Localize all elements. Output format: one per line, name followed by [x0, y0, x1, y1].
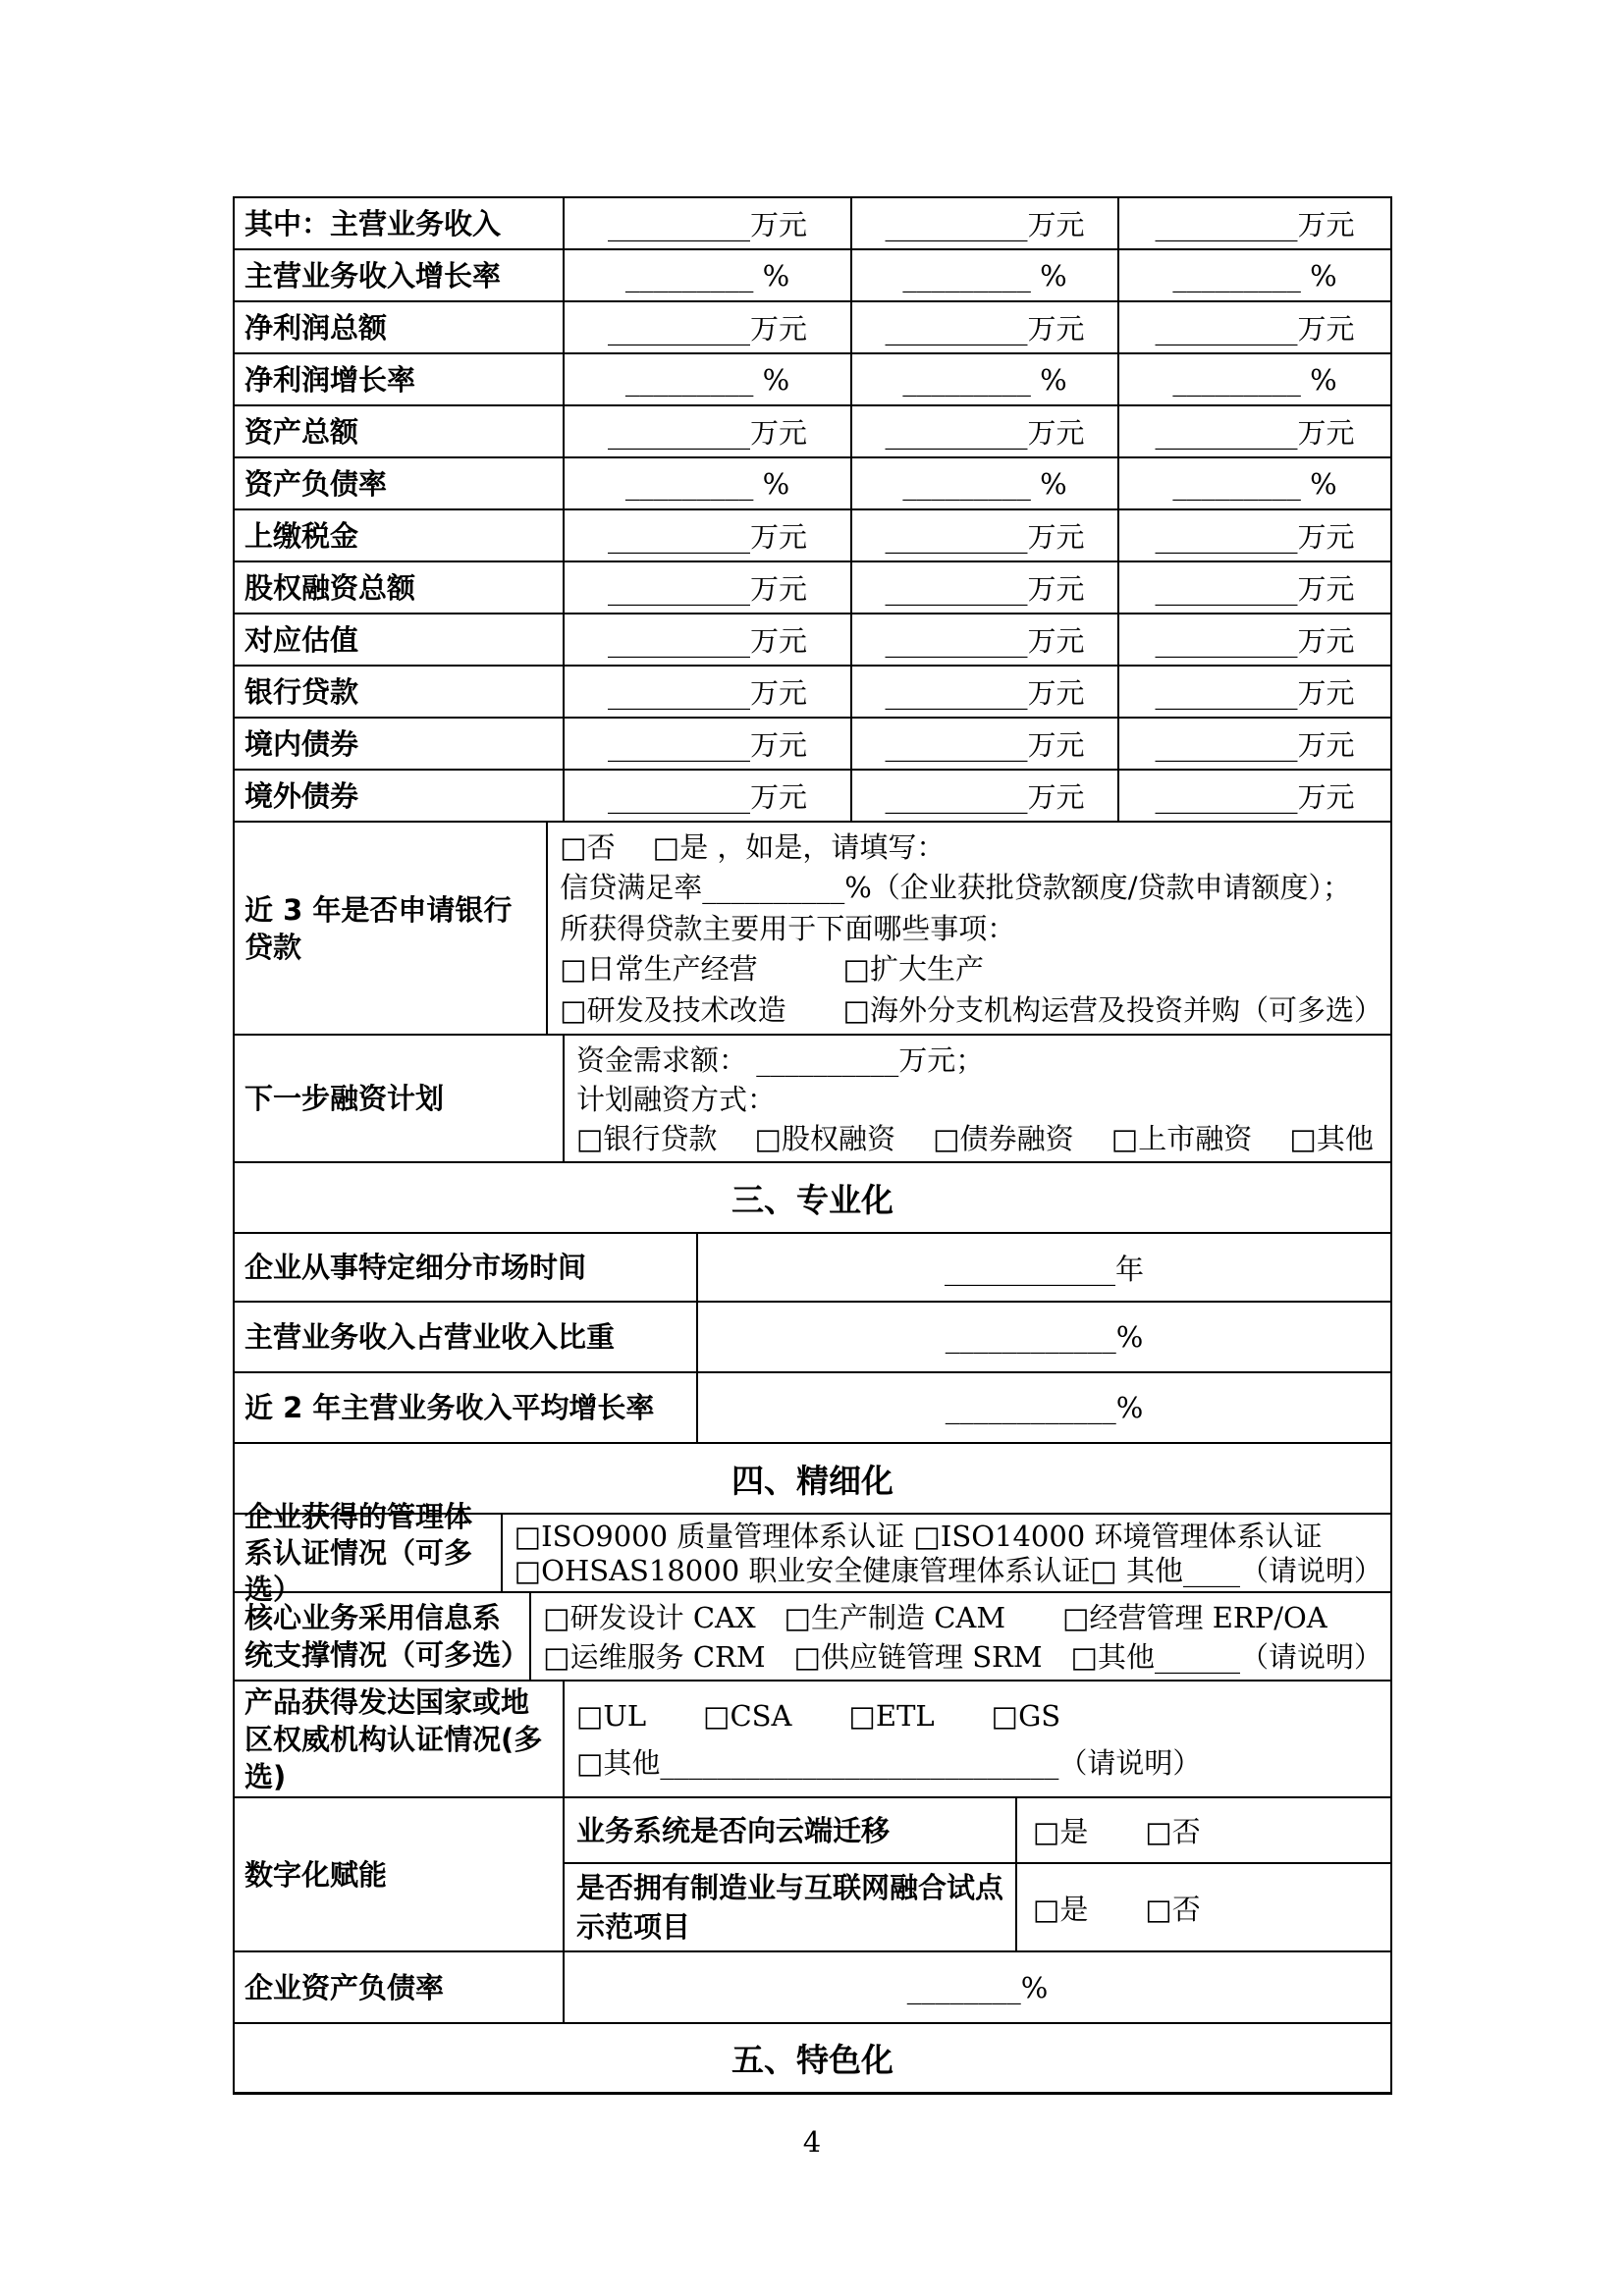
blank-field[interactable]: __________万元 — [850, 562, 1117, 613]
blank-field[interactable]: __________万元 — [563, 510, 850, 561]
blank-field[interactable]: __________万元 — [563, 406, 850, 456]
checkbox-option-line[interactable]: □研发及技术改造 □海外分支机构运营及投资并购（可多选） — [560, 992, 1382, 1027]
row-label: 主营业务收入增长率 — [244, 258, 502, 293]
table-row — [235, 352, 1390, 404]
blank-field[interactable]: __________万元 — [850, 302, 1117, 352]
checkbox-option-line[interactable]: □银行贷款 □股权融资 □债券融资 □上市融资 □其他 — [576, 1122, 1374, 1155]
row-label: 数字化赋能 — [244, 1857, 388, 1892]
blank-field[interactable]: __________万元 — [563, 302, 850, 352]
checkbox-option-line[interactable]: □运维服务 CRM □供应链管理 SRM □其他______（请说明） — [543, 1640, 1382, 1674]
table-row — [235, 198, 1390, 248]
blank-field[interactable]: __________万元 — [563, 719, 850, 769]
checkbox-option-line[interactable]: □日常生产经营 □扩大生产 — [560, 952, 984, 987]
table-row — [235, 665, 1390, 717]
static-text: 计划融资方式： — [576, 1083, 777, 1116]
next-financing-answer-cell — [563, 1036, 1390, 1161]
checkbox-option-line[interactable]: □OHSAS18000 职业安全健康管理体系认证□ 其他____（请说明） — [514, 1554, 1382, 1587]
question-label: 业务系统是否向云端迁移 — [576, 1813, 891, 1847]
row-label: 对应估值 — [244, 622, 359, 657]
row-label: 上缴税金 — [244, 518, 359, 553]
digital-subrow — [565, 1862, 1390, 1950]
management-cert-cell — [501, 1515, 1390, 1591]
row-label: 其中：主营业务收入 — [244, 206, 502, 240]
table-row — [235, 561, 1390, 613]
blank-field[interactable]: __________万元 — [1117, 406, 1390, 456]
product-cert-cell — [563, 1682, 1390, 1796]
row-label: 近 3 年是否申请银行贷款 — [244, 892, 513, 964]
page-number: 4 — [802, 2125, 822, 2159]
blank-field[interactable]: __________万元 — [850, 771, 1117, 821]
blank-field[interactable]: __________万元 — [1117, 510, 1390, 561]
table-row — [235, 769, 1390, 821]
blank-field[interactable]: __________万元 — [1117, 614, 1390, 665]
row-label: 核心业务采用信息系统支撑情况（可多选） — [244, 1601, 530, 1672]
blank-field[interactable]: __________万元 — [563, 771, 850, 821]
blank-field[interactable]: ____________年 — [696, 1234, 1390, 1301]
blank-field[interactable]: __________万元 — [850, 406, 1117, 456]
row-label: 企业资产负债率 — [244, 1970, 445, 2004]
blank-field[interactable]: ____________% — [696, 1373, 1390, 1442]
table-row — [235, 613, 1390, 665]
checkbox-option-line[interactable]: □否 □是 ，如是，请填写： — [560, 829, 946, 864]
checkbox-option-line[interactable]: □其他____________________________（请说明） — [576, 1745, 1202, 1780]
table-row — [235, 1371, 1390, 1442]
table-row-bank-loan — [235, 821, 1390, 1034]
table-row — [235, 508, 1390, 561]
row-label: 银行贷款 — [244, 674, 359, 709]
blank-field[interactable]: __________万元 — [1117, 198, 1390, 248]
checkbox-option-line[interactable]: □是 □否 — [1015, 1798, 1390, 1862]
blank-field[interactable]: __________万元 — [850, 667, 1117, 717]
blank-field[interactable]: __________万元 — [850, 198, 1117, 248]
blank-field[interactable]: __________万元 — [1117, 562, 1390, 613]
blank-field[interactable]: _________ % — [850, 458, 1117, 508]
blank-field[interactable]: __________万元 — [563, 667, 850, 717]
blank-field[interactable]: _________ % — [563, 250, 850, 300]
row-label: 近 2 年主营业务收入平均增长率 — [244, 1391, 655, 1424]
blank-field[interactable]: __________万元 — [563, 198, 850, 248]
table-row — [235, 404, 1390, 456]
blank-field[interactable]: _________ % — [1117, 250, 1390, 300]
table-row — [235, 248, 1390, 300]
table-row-next-financing — [235, 1034, 1390, 1161]
table-row — [235, 1301, 1390, 1371]
checkbox-option-line[interactable]: □是 □否 — [1015, 1864, 1390, 1950]
row-label: 下一步融资计划 — [244, 1082, 445, 1115]
table-row — [235, 456, 1390, 508]
row-label: 主营业务收入占营业收入比重 — [244, 1320, 616, 1354]
blank-field[interactable]: __________万元 — [1117, 771, 1390, 821]
table-row-debt-ratio — [235, 1950, 1390, 2022]
blank-field[interactable]: __________万元 — [1117, 719, 1390, 769]
checkbox-option-line[interactable]: □UL □CSA □ETL □GS — [576, 1698, 1061, 1733]
blank-field[interactable]: __________万元 — [1117, 667, 1390, 717]
table-row — [235, 300, 1390, 352]
blank-field[interactable]: __________万元 — [563, 562, 850, 613]
digital-subtable — [563, 1798, 1390, 1950]
static-text: 所获得贷款主要用于下面哪些事项： — [560, 911, 1016, 945]
blank-field[interactable]: __________万元 — [850, 719, 1117, 769]
row-label: 资产负债率 — [244, 466, 388, 501]
blank-field[interactable]: __________万元 — [850, 510, 1117, 561]
row-label: 境外债券 — [244, 778, 359, 813]
section-header-refinement: 四、精细化 — [235, 1442, 1390, 1513]
row-label: 产品获得发达国家或地区权威机构认证情况(多选) — [244, 1684, 543, 1793]
blank-field[interactable]: _________ % — [563, 354, 850, 404]
row-label: 境内债券 — [244, 726, 359, 761]
question-label: 是否拥有制造业与互联网融合试点示范项目 — [576, 1871, 1004, 1944]
form-table — [233, 196, 1392, 2095]
blank-field[interactable]: __________万元 — [850, 614, 1117, 665]
section-header-specialization: 三、专业化 — [235, 1161, 1390, 1232]
checkbox-option-line[interactable]: □ISO9000 质量管理体系认证 □ISO14000 环境管理体系认证 — [514, 1520, 1323, 1553]
table-row-management-cert — [235, 1499, 1390, 1606]
table-row — [235, 717, 1390, 769]
table-row-product-cert — [235, 1680, 1390, 1796]
blank-field[interactable]: __________万元 — [1117, 302, 1390, 352]
blank-field[interactable]: _________ % — [850, 250, 1117, 300]
row-label: 企业获得的管理体系认证情况（可多选） — [244, 1499, 473, 1606]
digital-subrow — [565, 1798, 1390, 1862]
blank-field[interactable]: _________ % — [850, 354, 1117, 404]
blank-field[interactable]: _________ % — [1117, 458, 1390, 508]
blank-field[interactable]: _________ % — [1117, 354, 1390, 404]
row-label: 净利润增长率 — [244, 362, 416, 397]
blank-field[interactable]: 资金需求额： __________万元； — [576, 1043, 985, 1077]
table-row — [235, 1232, 1390, 1301]
blank-field[interactable]: ________% — [563, 1952, 1390, 2022]
row-label: 企业从事特定细分市场时间 — [244, 1251, 587, 1284]
row-label: 资产总额 — [244, 414, 359, 449]
blank-field[interactable]: ____________% — [696, 1303, 1390, 1371]
blank-field[interactable]: __________万元 — [563, 614, 850, 665]
info-system-cell — [529, 1593, 1390, 1680]
table-row-info-system — [235, 1591, 1390, 1680]
blank-field[interactable]: _________ % — [563, 458, 850, 508]
row-label: 净利润总额 — [244, 310, 388, 345]
blank-field[interactable]: 信贷满足率__________%（企业获批贷款额度/贷款申请额度）； — [560, 871, 1352, 905]
bank-loan-answer-cell — [546, 823, 1390, 1034]
section-header-characteristic: 五、特色化 — [235, 2022, 1390, 2092]
table-row-digital — [235, 1796, 1390, 1950]
row-label: 股权融资总额 — [244, 570, 416, 605]
checkbox-option-line[interactable]: □研发设计 CAX □生产制造 CAM □经营管理 ERP/OA — [543, 1601, 1327, 1634]
